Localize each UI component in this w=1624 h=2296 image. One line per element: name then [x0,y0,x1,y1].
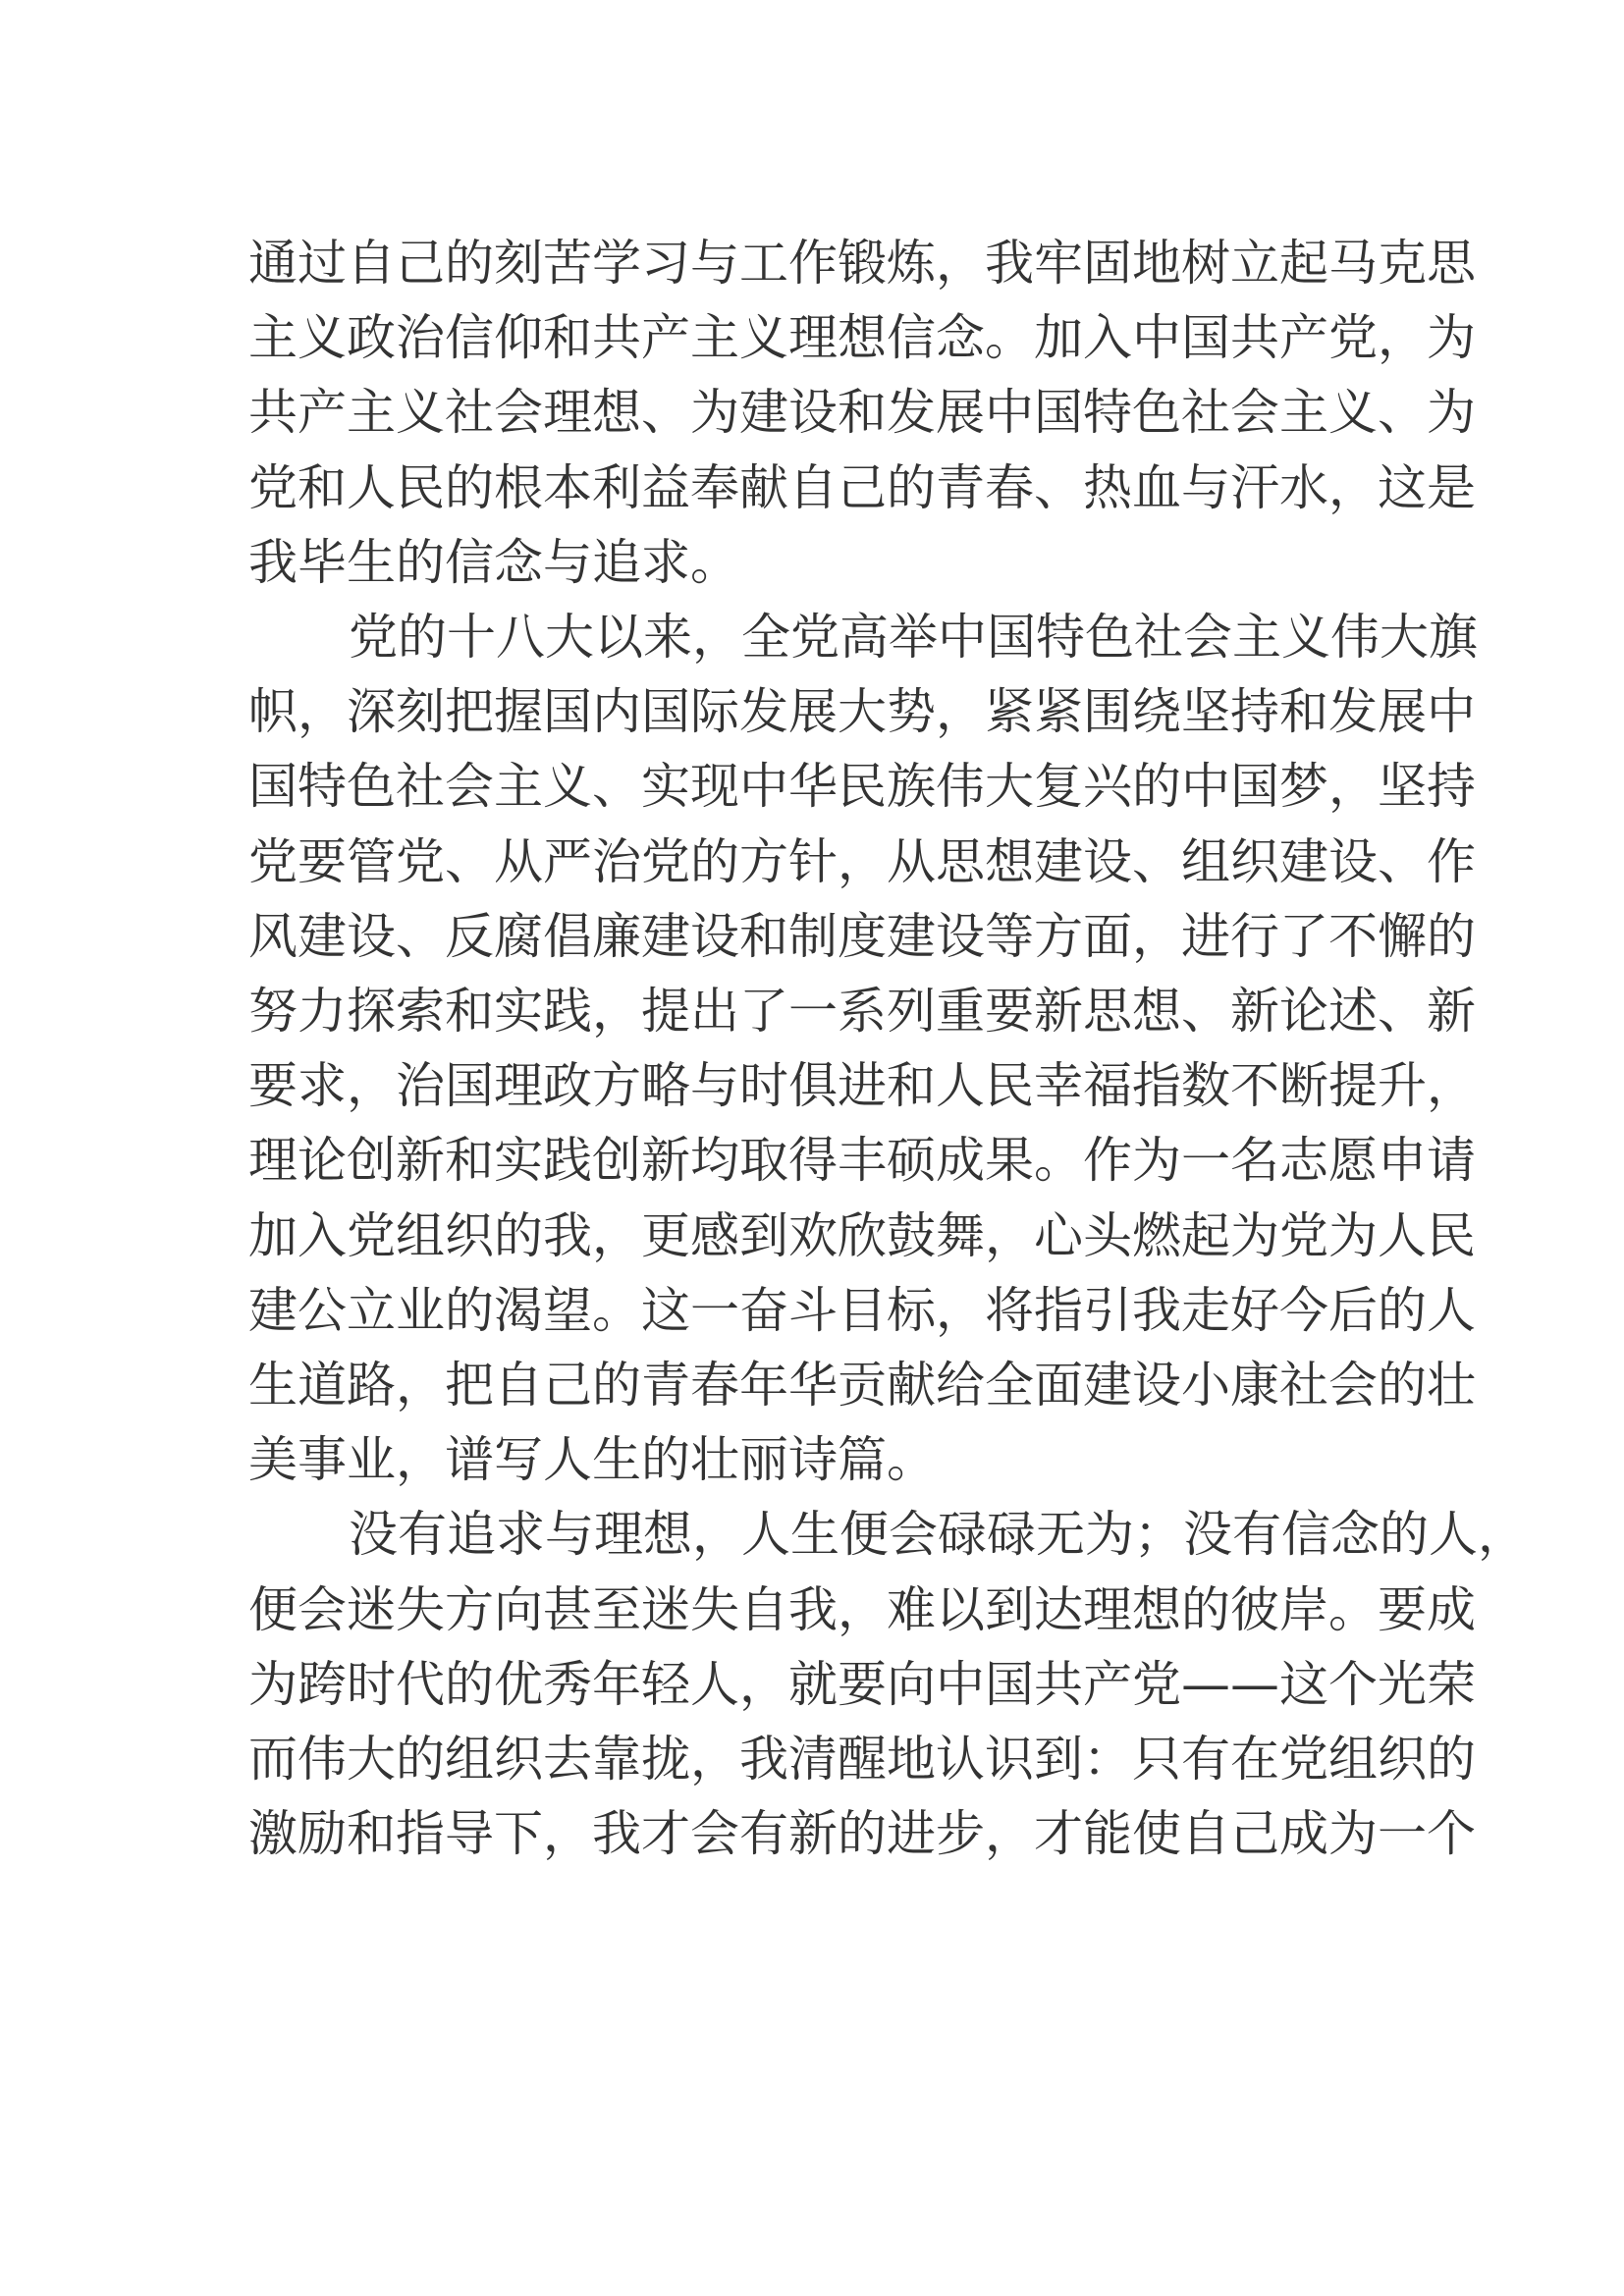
text-line: 而伟大的组织去靠拢，我清醒地认识到：只有在党组织的 [248,1731,1476,1788]
text-line: 党要管党、从严治党的方针，从思想建设、组织建设、作 [248,832,1476,890]
text-line: 我毕生的信念与追求。 [248,533,739,591]
text-line: 理论创新和实践创新均取得丰硕成果。作为一名志愿申请 [248,1132,1476,1190]
text-line: 建公立业的渴望。这一奋斗目标，将指引我走好今后的人 [248,1281,1476,1339]
text-line: 努力探索和实践，提出了一系列重要新思想、新论述、新 [248,983,1476,1040]
text-line: 共产主义社会理想、为建设和发展中国特色社会主义、为 [248,384,1476,442]
text-line: 激励和指导下，我才会有新的进步，才能使自己成为一个 [248,1805,1476,1863]
text-line: 生道路，把自己的青春年华贡献给全面建设小康社会的壮 [248,1357,1476,1414]
text-line: 加入党组织的我，更感到欢欣鼓舞，心头燃起为党为人民 [248,1206,1476,1264]
text-line: 通过自己的刻苦学习与工作锻炼，我牢固地树立起马克思 [248,235,1476,292]
text-line: 美事业，谱写人生的壮丽诗篇。 [248,1431,936,1489]
text-line: 为跨时代的优秀年轻人，就要向中国共产党——这个光荣 [248,1655,1476,1713]
text-line: 党和人民的根本利益奉献自己的青春、热血与汗水，这是 [248,458,1476,516]
text-line: 党的十八大以来，全党高举中国特色社会主义伟大旗 [349,609,1478,666]
text-line: 要求，治国理政方略与时俱进和人民幸福指数不断提升， [248,1057,1476,1115]
text-line: 主义政治信仰和共产主义理想信念。加入中国共产党，为 [248,309,1476,367]
text-line: 帜，深刻把握国内国际发展大势，紧紧围绕坚持和发展中 [248,683,1476,741]
text-line: 便会迷失方向甚至迷失自我，难以到达理想的彼岸。要成 [248,1580,1476,1638]
text-line: 国特色社会主义、实现中华民族伟大复兴的中国梦，坚持 [248,758,1476,816]
text-line: 没有追求与理想，人生便会碌碌无为；没有信念的人， [349,1506,1527,1564]
text-line: 风建设、反腐倡廉建设和制度建设等方面，进行了不懈的 [248,907,1476,965]
